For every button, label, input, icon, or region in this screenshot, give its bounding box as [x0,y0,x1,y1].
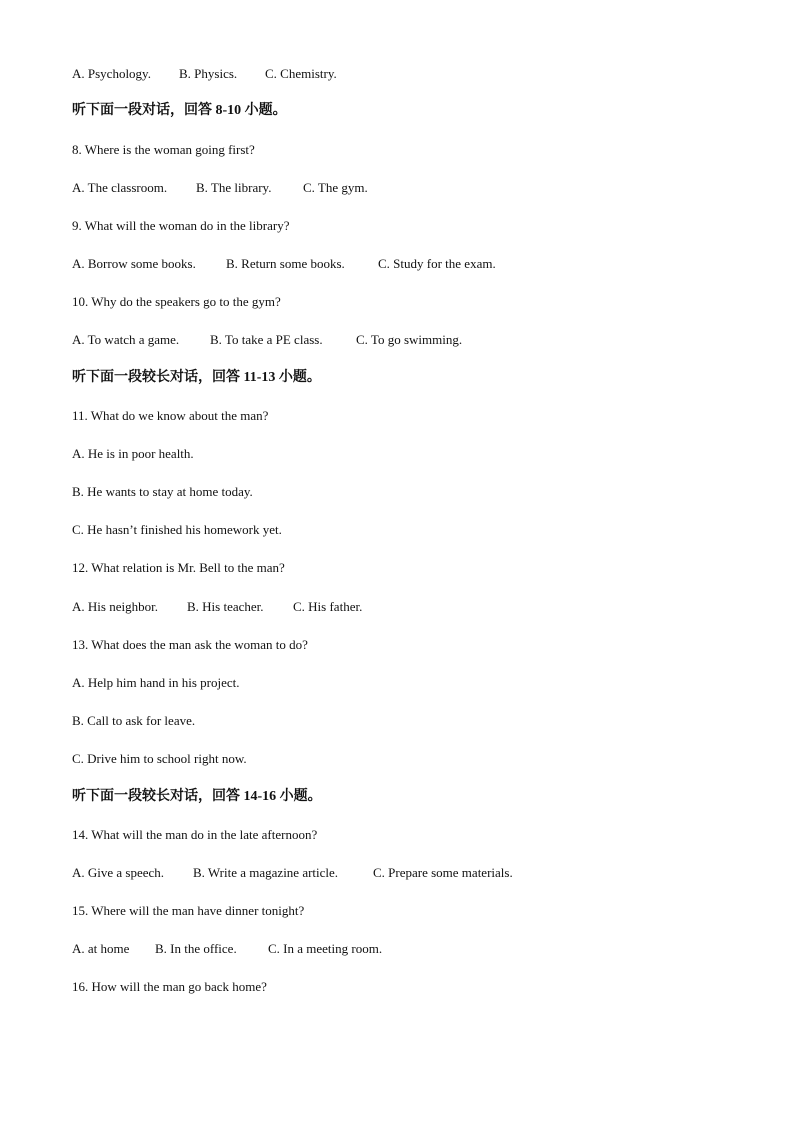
q12-options-row [72,599,362,615]
q9-option-b: B. Return some books. [226,256,345,271]
q10-option-a: A. To watch a game. [72,332,180,347]
section-heading-11-13: 听下面一段较长对话，回答 11-13 小题。 [72,370,321,385]
section-heading-8-10: 听下面一段对话，回答 8-10 小题。 [72,103,287,118]
q11-option-b: B. He wants to stay at home today. [72,484,253,499]
q7-option-c: C. Chemistry. [265,66,337,81]
q10-option-b: B. To take a PE class. [210,332,323,347]
q8-options-row [72,180,368,196]
q14-option-c: C. Prepare some materials. [373,865,513,880]
section-heading-14-16: 听下面一段较长对话，回答 14-16 小题。 [72,789,322,804]
q10-option-c: C. To go swimming. [356,332,463,347]
q15-option-c: C. In a meeting room. [268,941,383,956]
q13-question: 13. What does the man ask the woman to do? [72,637,308,652]
q7-option-b: B. Physics. [179,66,238,81]
q11-question: 11. What do we know about the man? [72,408,269,423]
q8-option-c: C. The gym. [303,180,368,195]
q11-option-c: C. He hasn’t finished his homework yet. [72,522,282,537]
q11-option-a: A. He is in poor health. [72,446,194,461]
q7-option-a: A. Psychology. [72,66,151,81]
q9-option-c: C. Study for the exam. [378,256,496,271]
q10-options-row [72,332,462,348]
q8-question: 8. Where is the woman going first? [72,142,255,157]
q10-question: 10. Why do the speakers go to the gym? [72,294,281,309]
q15-question: 15. Where will the man have dinner tonight? [72,903,305,918]
q16-question: 16. How will the man go back home? [72,979,267,994]
q9-options-row [72,256,496,272]
q14-question: 14. What will the man do in the late afternoon? [72,827,318,842]
q8-option-b: B. The library. [196,180,272,195]
q14-option-b: B. Write a magazine article. [193,865,339,880]
q8-option-a: A. The classroom. [72,180,168,195]
q12-option-c: C. His father. [293,599,363,614]
q9-option-a: A. Borrow some books. [72,256,196,271]
q14-options-row [72,865,513,881]
q15-option-a: A. at home [72,941,130,956]
q12-option-a: A. His neighbor. [72,599,158,614]
q9-question: 9. What will the woman do in the library? [72,218,290,233]
q7-options-row [72,66,337,82]
q12-question: 12. What relation is Mr. Bell to the man? [72,560,285,575]
q15-option-b: B. In the office. [155,941,237,956]
q13-option-c: C. Drive him to school right now. [72,751,247,766]
q15-options-row [72,941,382,957]
q14-option-a: A. Give a speech. [72,865,165,880]
q13-option-b: B. Call to ask for leave. [72,713,196,728]
q12-option-b: B. His teacher. [187,599,264,614]
q13-option-a: A. Help him hand in his project. [72,675,240,690]
